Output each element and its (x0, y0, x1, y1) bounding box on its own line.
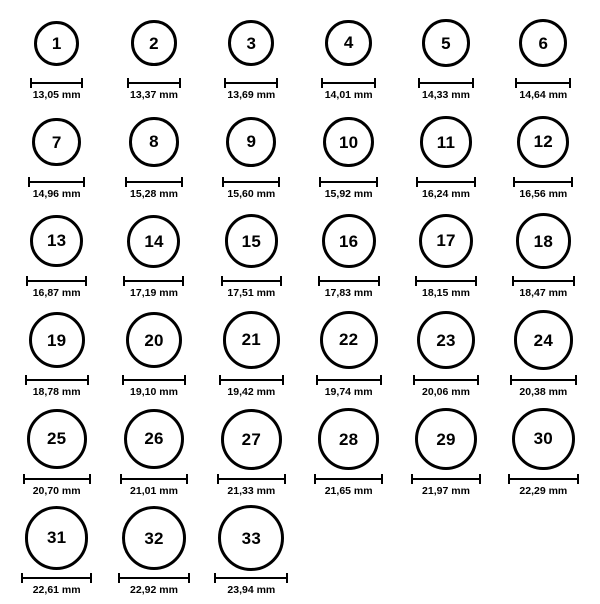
ring-circle (228, 20, 274, 66)
ring-size-label: 26 (144, 429, 164, 449)
diameter-value: 22,29 mm (519, 485, 568, 497)
measure-line (21, 577, 92, 579)
ring-circle-wrap (318, 406, 380, 472)
diameter-value: 14,64 mm (519, 89, 568, 101)
diameter-measure-bar (415, 276, 478, 285)
measure-line (515, 82, 571, 84)
ring-circle-wrap (124, 406, 184, 472)
measure-tick-right (85, 276, 87, 286)
measure-tick-right (276, 78, 278, 88)
ring-size-cell (105, 109, 202, 208)
diameter-measure-bar (513, 177, 573, 186)
diameter-measure-bar (23, 474, 91, 483)
ring-circle (124, 409, 184, 469)
measure-line (221, 280, 283, 282)
ring-circle (129, 117, 178, 166)
measure-tick-left (123, 276, 125, 286)
diameter-measure-bar (28, 177, 85, 186)
ring-size-cell (105, 10, 202, 109)
measure-tick-right (182, 276, 184, 286)
ring-size-label: 25 (47, 429, 67, 449)
ring-circle-wrap (27, 406, 87, 472)
measure-tick-left (118, 573, 120, 583)
ring-circle (325, 20, 372, 67)
measure-line (125, 181, 182, 183)
measure-tick-left (510, 375, 512, 385)
ring-circle (218, 505, 284, 571)
ring-size-label: 17 (436, 231, 456, 251)
diameter-measure-bar (413, 375, 480, 384)
diameter-value: 14,33 mm (422, 89, 470, 101)
measure-tick-right (179, 78, 181, 88)
measure-tick-right (282, 375, 284, 385)
ring-circle-wrap (34, 10, 79, 76)
diameter-value: 18,15 mm (422, 287, 470, 299)
measure-tick-left (415, 276, 417, 286)
diameter-value: 17,19 mm (130, 287, 178, 299)
diameter-value: 14,96 mm (32, 188, 81, 200)
diameter-value: 20,38 mm (519, 386, 568, 398)
ring-size-label: 18 (533, 231, 553, 251)
diameter-measure-bar (416, 177, 475, 186)
ring-size-label: 8 (149, 132, 159, 152)
measure-tick-left (318, 276, 320, 286)
diameter-measure-bar (214, 573, 288, 582)
ring-size-label: 29 (436, 429, 456, 449)
ring-size-label: 31 (47, 528, 67, 548)
measure-line (222, 181, 280, 183)
diameter-measure-bar (123, 276, 184, 285)
ring-size-cell (105, 406, 202, 505)
measure-line (318, 280, 380, 282)
ring-size-label: 5 (441, 33, 451, 53)
ring-circle-wrap (516, 208, 572, 274)
measure-line (123, 280, 184, 282)
ring-size-label: 14 (144, 231, 164, 251)
ring-circle-wrap (225, 208, 279, 274)
diameter-value: 21,97 mm (422, 485, 470, 497)
measure-tick-right (569, 78, 571, 88)
diameter-value: 21,33 mm (227, 485, 276, 497)
ring-circle-wrap (228, 10, 274, 76)
measure-tick-left (314, 474, 316, 484)
ring-size-cell (105, 208, 202, 307)
measure-tick-right (81, 78, 83, 88)
diameter-measure-bar (217, 474, 286, 483)
ring-size-cell (495, 10, 592, 109)
measure-tick-left (26, 276, 28, 286)
measure-tick-right (90, 573, 92, 583)
diameter-value: 17,51 mm (227, 287, 276, 299)
ring-circle-wrap (127, 208, 180, 274)
ring-size-cell (495, 307, 592, 406)
measure-tick-right (573, 276, 575, 286)
ring-size-label: 16 (339, 231, 359, 251)
measure-tick-right (577, 474, 579, 484)
ring-circle (512, 408, 575, 471)
ring-circle-wrap (519, 10, 567, 76)
ring-size-label: 33 (241, 528, 261, 548)
measure-line (415, 280, 478, 282)
measure-tick-right (374, 78, 376, 88)
measure-tick-right (286, 573, 288, 583)
diameter-value: 16,56 mm (519, 188, 568, 200)
diameter-measure-bar (515, 78, 571, 87)
measure-line (512, 280, 576, 282)
measure-tick-left (413, 375, 415, 385)
ring-circle (25, 506, 88, 569)
ring-size-label: 27 (241, 429, 261, 449)
ring-size-label: 3 (246, 33, 257, 53)
ring-circle (122, 506, 186, 570)
ring-size-label: 2 (149, 33, 159, 53)
ring-circle-wrap (126, 307, 183, 373)
ring-size-label: 22 (339, 330, 359, 350)
ring-circle (322, 214, 376, 268)
measure-tick-left (30, 78, 32, 88)
measure-line (26, 280, 86, 282)
measure-tick-right (280, 276, 282, 286)
measure-tick-right (188, 573, 190, 583)
ring-size-cell (300, 208, 397, 307)
measure-line (118, 577, 190, 579)
diameter-measure-bar (510, 375, 577, 384)
ring-circle-wrap (32, 109, 81, 175)
measure-tick-left (120, 474, 122, 484)
diameter-value: 15,60 mm (227, 188, 276, 200)
ring-circle (225, 214, 279, 268)
ring-circle (516, 213, 572, 269)
ring-size-label: 7 (51, 132, 62, 152)
diameter-value: 22,92 mm (130, 584, 178, 596)
measure-line (319, 181, 378, 183)
ring-circle (30, 215, 82, 267)
ring-circle-wrap (422, 10, 470, 76)
measure-tick-left (221, 276, 223, 286)
measure-tick-right (87, 375, 89, 385)
measure-tick-right (575, 375, 577, 385)
ring-circle (318, 408, 380, 470)
ring-size-cell (203, 208, 300, 307)
ring-circle-wrap (512, 406, 575, 472)
ring-size-cell (8, 505, 105, 604)
measure-line (510, 379, 577, 381)
ring-size-cell (495, 109, 592, 208)
measure-tick-right (378, 276, 380, 286)
measure-line (127, 82, 181, 84)
ring-size-label: 24 (533, 330, 553, 350)
ring-circle (420, 116, 471, 167)
measure-line (508, 478, 579, 480)
measure-line (30, 82, 83, 84)
ring-size-label: 32 (144, 528, 164, 548)
ring-size-cell (203, 10, 300, 109)
ring-size-cell (300, 307, 397, 406)
ring-size-label: 11 (436, 132, 456, 152)
diameter-measure-bar (224, 78, 278, 87)
diameter-value: 20,06 mm (422, 386, 470, 398)
ring-circle (127, 215, 180, 268)
measure-line (28, 181, 85, 183)
diameter-value: 20,70 mm (32, 485, 81, 497)
diameter-measure-bar (222, 177, 280, 186)
ring-circle-wrap (417, 307, 476, 373)
measure-line (23, 478, 91, 480)
ring-circle-wrap (131, 10, 177, 76)
diameter-value: 21,65 mm (324, 485, 373, 497)
measure-tick-left (508, 474, 510, 484)
ring-circle-wrap (325, 10, 372, 76)
ring-circle-wrap (29, 307, 85, 373)
diameter-measure-bar (219, 375, 284, 384)
ring-size-cell (8, 10, 105, 109)
ring-size-cell (8, 307, 105, 406)
ring-size-cell (495, 208, 592, 307)
diameter-value: 13,05 mm (32, 89, 81, 101)
ring-size-cell (300, 406, 397, 505)
ring-circle-wrap (218, 505, 284, 571)
ring-circle-wrap (221, 406, 282, 472)
ring-size-cell (203, 307, 300, 406)
ring-size-cell (300, 10, 397, 109)
ring-size-cell (397, 10, 494, 109)
measure-tick-left (512, 276, 514, 286)
ring-size-cell (105, 307, 202, 406)
ring-circle-wrap (25, 505, 88, 571)
measure-tick-left (28, 177, 30, 187)
measure-tick-left (25, 375, 27, 385)
measure-tick-left (21, 573, 23, 583)
ring-circle (320, 311, 378, 369)
ring-size-cell (105, 505, 202, 604)
ring-size-cell (397, 307, 494, 406)
measure-tick-left (214, 573, 216, 583)
ring-circle (419, 214, 474, 269)
diameter-value: 23,94 mm (227, 584, 276, 596)
ring-circle (422, 19, 470, 67)
diameter-measure-bar (120, 474, 188, 483)
measure-tick-right (376, 177, 378, 187)
diameter-value: 14,01 mm (324, 89, 373, 101)
measure-tick-left (321, 78, 323, 88)
ring-circle-wrap (320, 307, 378, 373)
ring-circle (517, 116, 569, 168)
ring-size-label: 23 (436, 330, 456, 350)
ring-size-label: 9 (246, 132, 257, 152)
measure-line (411, 478, 481, 480)
measure-line (214, 577, 288, 579)
measure-tick-right (181, 177, 183, 187)
diameter-value: 15,28 mm (130, 188, 178, 200)
ring-circle-wrap (322, 208, 376, 274)
diameter-measure-bar (321, 78, 376, 87)
diameter-measure-bar (314, 474, 384, 483)
diameter-measure-bar (316, 375, 382, 384)
diameter-value: 16,24 mm (422, 188, 470, 200)
ring-circle (223, 311, 280, 368)
diameter-measure-bar (125, 177, 182, 186)
diameter-measure-bar (21, 573, 92, 582)
measure-tick-left (122, 375, 124, 385)
measure-tick-right (479, 474, 481, 484)
measure-tick-left (217, 474, 219, 484)
ring-size-cell (300, 109, 397, 208)
ring-circle-wrap (226, 109, 276, 175)
ring-circle-wrap (517, 109, 569, 175)
measure-line (513, 181, 573, 183)
measure-tick-left (224, 78, 226, 88)
diameter-measure-bar (319, 177, 378, 186)
diameter-value: 19,74 mm (324, 386, 373, 398)
ring-size-cell (8, 208, 105, 307)
ring-circle-wrap (122, 505, 186, 571)
ring-size-label: 6 (538, 33, 549, 53)
diameter-measure-bar (318, 276, 380, 285)
diameter-measure-bar (127, 78, 181, 87)
measure-tick-right (571, 177, 573, 187)
measure-line (416, 181, 475, 183)
ring-size-label: 12 (533, 132, 553, 152)
diameter-measure-bar (411, 474, 481, 483)
ring-circle (514, 310, 573, 369)
ring-size-cell (203, 109, 300, 208)
ring-circle (27, 409, 87, 469)
ring-size-label: 30 (533, 429, 553, 449)
ring-circle-wrap (223, 307, 280, 373)
diameter-measure-bar (508, 474, 579, 483)
ring-circle (131, 20, 177, 66)
ring-size-grid (8, 10, 592, 604)
measure-line (413, 379, 480, 381)
measure-tick-left (319, 177, 321, 187)
measure-line (314, 478, 384, 480)
measure-tick-right (381, 474, 383, 484)
diameter-value: 17,83 mm (324, 287, 373, 299)
ring-circle-wrap (514, 307, 573, 373)
diameter-value: 15,92 mm (324, 188, 373, 200)
measure-tick-left (411, 474, 413, 484)
diameter-value: 18,47 mm (519, 287, 568, 299)
ring-circle (415, 408, 477, 470)
ring-size-label: 19 (47, 330, 67, 350)
ring-circle-wrap (129, 109, 178, 175)
ring-size-label: 13 (47, 231, 67, 251)
ring-size-label: 20 (144, 330, 164, 350)
ring-size-cell (397, 109, 494, 208)
diameter-value: 19,10 mm (130, 386, 178, 398)
measure-tick-right (186, 474, 188, 484)
measure-tick-left (416, 177, 418, 187)
diameter-measure-bar (26, 276, 86, 285)
measure-tick-left (222, 177, 224, 187)
measure-line (25, 379, 89, 381)
measure-tick-left (125, 177, 127, 187)
measure-tick-left (316, 375, 318, 385)
measure-tick-right (89, 474, 91, 484)
diameter-measure-bar (512, 276, 576, 285)
ring-circle (34, 21, 79, 66)
ring-circle-wrap (420, 109, 471, 175)
ring-size-cell (397, 208, 494, 307)
measure-tick-right (278, 177, 280, 187)
ring-size-label: 4 (343, 33, 354, 53)
measure-tick-right (380, 375, 382, 385)
measure-line (122, 379, 187, 381)
ring-size-label: 21 (241, 330, 261, 350)
diameter-value: 13,37 mm (130, 89, 178, 101)
diameter-value: 13,69 mm (227, 89, 276, 101)
measure-tick-left (513, 177, 515, 187)
ring-size-cell (203, 505, 300, 604)
measure-tick-right (475, 276, 477, 286)
measure-tick-left (515, 78, 517, 88)
measure-tick-right (474, 177, 476, 187)
measure-line (217, 478, 286, 480)
diameter-value: 16,87 mm (32, 287, 81, 299)
measure-tick-left (127, 78, 129, 88)
ring-circle (226, 117, 276, 167)
ring-size-cell (8, 406, 105, 505)
measure-tick-right (83, 177, 85, 187)
measure-line (224, 82, 278, 84)
measure-line (321, 82, 376, 84)
ring-circle (417, 311, 476, 370)
ring-circle (126, 312, 183, 369)
ring-size-label: 10 (339, 132, 359, 152)
ring-circle-wrap (323, 109, 374, 175)
diameter-measure-bar (418, 78, 474, 87)
ring-size-cell (397, 406, 494, 505)
ring-size-cell (495, 406, 592, 505)
measure-tick-left (23, 474, 25, 484)
diameter-value: 18,78 mm (32, 386, 81, 398)
ring-size-label: 15 (241, 231, 261, 251)
diameter-measure-bar (25, 375, 89, 384)
diameter-measure-bar (118, 573, 190, 582)
measure-tick-left (219, 375, 221, 385)
diameter-value: 21,01 mm (130, 485, 178, 497)
ring-circle-wrap (419, 208, 474, 274)
ring-circle (29, 312, 85, 368)
ring-size-label: 28 (339, 429, 359, 449)
measure-tick-right (284, 474, 286, 484)
diameter-measure-bar (30, 78, 83, 87)
measure-line (316, 379, 382, 381)
diameter-value: 19,42 mm (227, 386, 276, 398)
measure-tick-right (184, 375, 186, 385)
measure-tick-right (477, 375, 479, 385)
ring-size-cell (8, 109, 105, 208)
ring-circle (32, 118, 81, 167)
diameter-measure-bar (122, 375, 187, 384)
measure-line (219, 379, 284, 381)
ring-circle (323, 117, 374, 168)
ring-circle-wrap (415, 406, 477, 472)
measure-line (120, 478, 188, 480)
ring-size-cell (203, 406, 300, 505)
ring-circle (221, 409, 282, 470)
measure-tick-right (472, 78, 474, 88)
measure-line (418, 82, 474, 84)
diameter-value: 22,61 mm (32, 584, 81, 596)
diameter-measure-bar (221, 276, 283, 285)
ring-circle (519, 19, 567, 67)
measure-tick-left (418, 78, 420, 88)
ring-circle-wrap (30, 208, 82, 274)
ring-size-label: 1 (51, 33, 62, 53)
